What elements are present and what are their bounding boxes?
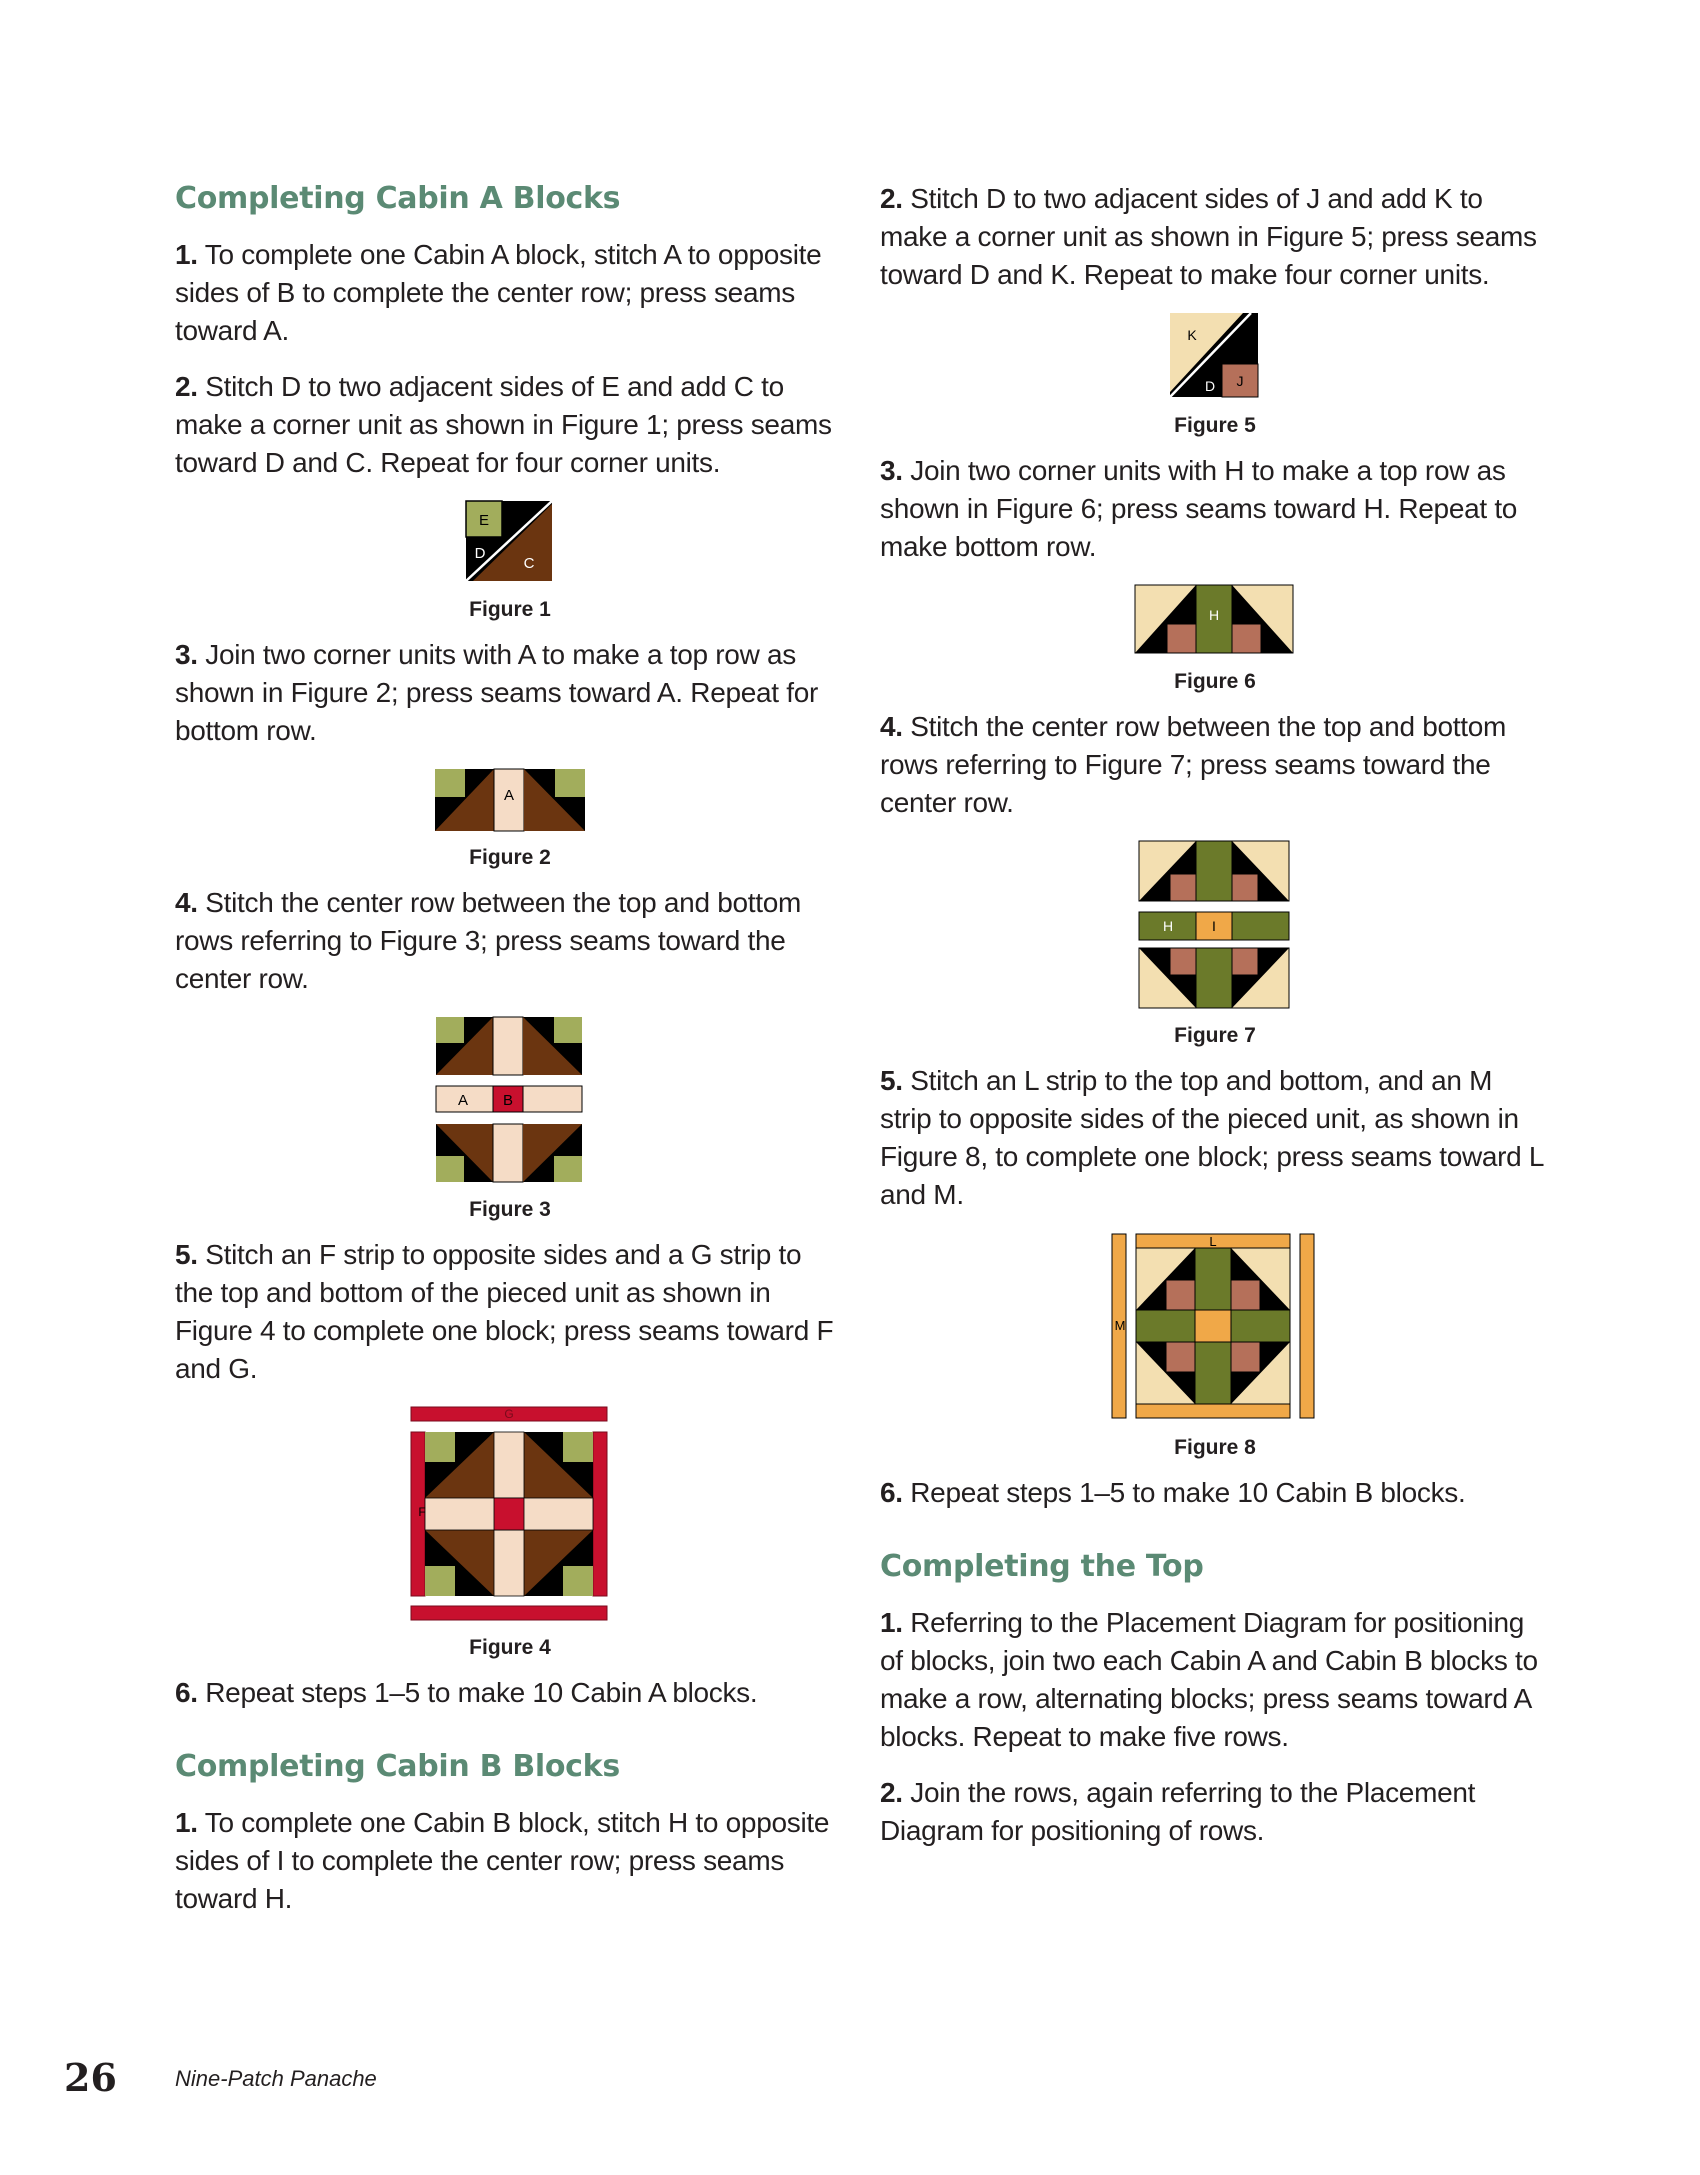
figure-3-diagram xyxy=(435,1016,585,1184)
running-title: Nine-Patch Panache xyxy=(175,2066,377,2091)
step-top1: 1. Referring to the Placement Diagram for positioning of blocks, join two each Cabin A and Cabin B blocks to make a row, alternating blocks; press seams toward A blocks. Repeat to make five rows. xyxy=(880,1607,1538,1752)
figure-8 xyxy=(880,1232,1550,1460)
figure-4-label-f: F xyxy=(418,1505,426,1519)
figure-7 xyxy=(880,840,1550,1048)
figure-2-caption: Figure 2 xyxy=(469,846,551,869)
figure-5-label-d: D xyxy=(1204,378,1216,394)
figure-1-label-c: C xyxy=(523,555,535,572)
figure-3-label-a: A xyxy=(457,1092,469,1109)
page-number: 26 xyxy=(64,2055,117,2100)
figure-8-label-l: L xyxy=(1209,1234,1217,1249)
figure-1-diagram xyxy=(465,500,555,584)
figure-1 xyxy=(175,500,845,622)
figure-7-label-h: H xyxy=(1162,918,1174,934)
figure-3-caption: Figure 3 xyxy=(469,1198,551,1221)
left-column xyxy=(175,180,845,1936)
figure-2-label-a: A xyxy=(503,787,515,804)
heading-cabin-b: Completing Cabin B Blocks xyxy=(175,1749,620,1784)
figure-8-caption: Figure 8 xyxy=(1174,1436,1256,1459)
figure-2 xyxy=(175,768,845,870)
figure-1-label-d: D xyxy=(474,545,486,562)
figure-8-diagram xyxy=(1110,1232,1320,1422)
figure-6-caption: Figure 6 xyxy=(1174,670,1256,693)
figure-5-label-k: K xyxy=(1187,327,1197,343)
figure-6 xyxy=(880,584,1550,694)
figure-7-label-i: I xyxy=(1212,918,1216,934)
heading-completing-top: Completing the Top xyxy=(880,1549,1204,1584)
figure-5 xyxy=(880,312,1550,438)
step-a2: 2. Stitch D to two adjacent sides of E and add C to make a corner unit as shown in Figure 1; press seams toward D and C. Repeat for four corner units. xyxy=(175,371,832,478)
step-a6: 6. Repeat steps 1–5 to make 10 Cabin A blocks. xyxy=(175,1677,758,1708)
figure-5-caption: Figure 5 xyxy=(1174,414,1256,437)
step-b6: 6. Repeat steps 1–5 to make 10 Cabin B blocks. xyxy=(880,1477,1466,1508)
step-a4: 4. Stitch the center row between the top and bottom rows referring to Figure 3; press seams toward the center row. xyxy=(175,887,801,994)
step-a3: 3. Join two corner units with A to make a top row as shown in Figure 2; press seams toward A. Repeat for bottom row. xyxy=(175,639,819,746)
figure-1-label-e: E xyxy=(478,512,490,529)
figure-3-label-b: B xyxy=(502,1092,514,1109)
figure-5-diagram xyxy=(1169,312,1261,400)
right-column xyxy=(880,180,1550,1868)
figure-4-label-g-text: G xyxy=(504,1407,514,1421)
step-b3: 3. Join two corner units with H to make a top row as shown in Figure 6; press seams toward H. Repeat to make bottom row. xyxy=(880,455,1518,562)
figure-3 xyxy=(175,1016,845,1222)
figure-8-label-m: M xyxy=(1114,1318,1126,1333)
figure-4-diagram xyxy=(410,1406,610,1622)
figure-4 xyxy=(175,1406,845,1660)
step-b1: 1. To complete one Cabin B block, stitch H to opposite sides of I to complete the center row; press seams toward H. xyxy=(175,1807,830,1914)
figure-1-caption: Figure 1 xyxy=(469,598,551,621)
step-b5: 5. Stitch an L strip to the top and bottom, and an M strip to opposite sides of the pieced unit, as shown in Figure 8, to complete one block; press seams toward L and M. xyxy=(880,1065,1544,1210)
step-top2: 2. Join the rows, again referring to the Placement Diagram for positioning of rows. xyxy=(880,1777,1476,1846)
figure-7-diagram xyxy=(1138,840,1292,1010)
step-b2: 2. Stitch D to two adjacent sides of J and add K to make a corner unit as shown in Figure 5; press seams toward D and K. Repeat to make four corner units. xyxy=(880,183,1537,290)
figure-7-caption: Figure 7 xyxy=(1174,1024,1256,1047)
step-a5: 5. Stitch an F strip to opposite sides and a G strip to the top and bottom of the pieced unit as shown in Figure 4 to complete one block; press seams toward F and G. xyxy=(175,1239,834,1384)
step-b4: 4. Stitch the center row between the top and bottom rows referring to Figure 7; press seams toward the center row. xyxy=(880,711,1506,818)
figure-2-diagram xyxy=(434,768,586,832)
heading-cabin-a: Completing Cabin A Blocks xyxy=(175,181,621,216)
figure-4-caption: Figure 4 xyxy=(469,1636,551,1659)
step-a1: 1. To complete one Cabin A block, stitch A to opposite sides of B to complete the center row; press seams toward A. xyxy=(175,239,822,346)
figure-6-diagram xyxy=(1134,584,1296,656)
figure-6-label-h: H xyxy=(1208,607,1220,623)
figure-5-label-j: J xyxy=(1236,373,1244,389)
